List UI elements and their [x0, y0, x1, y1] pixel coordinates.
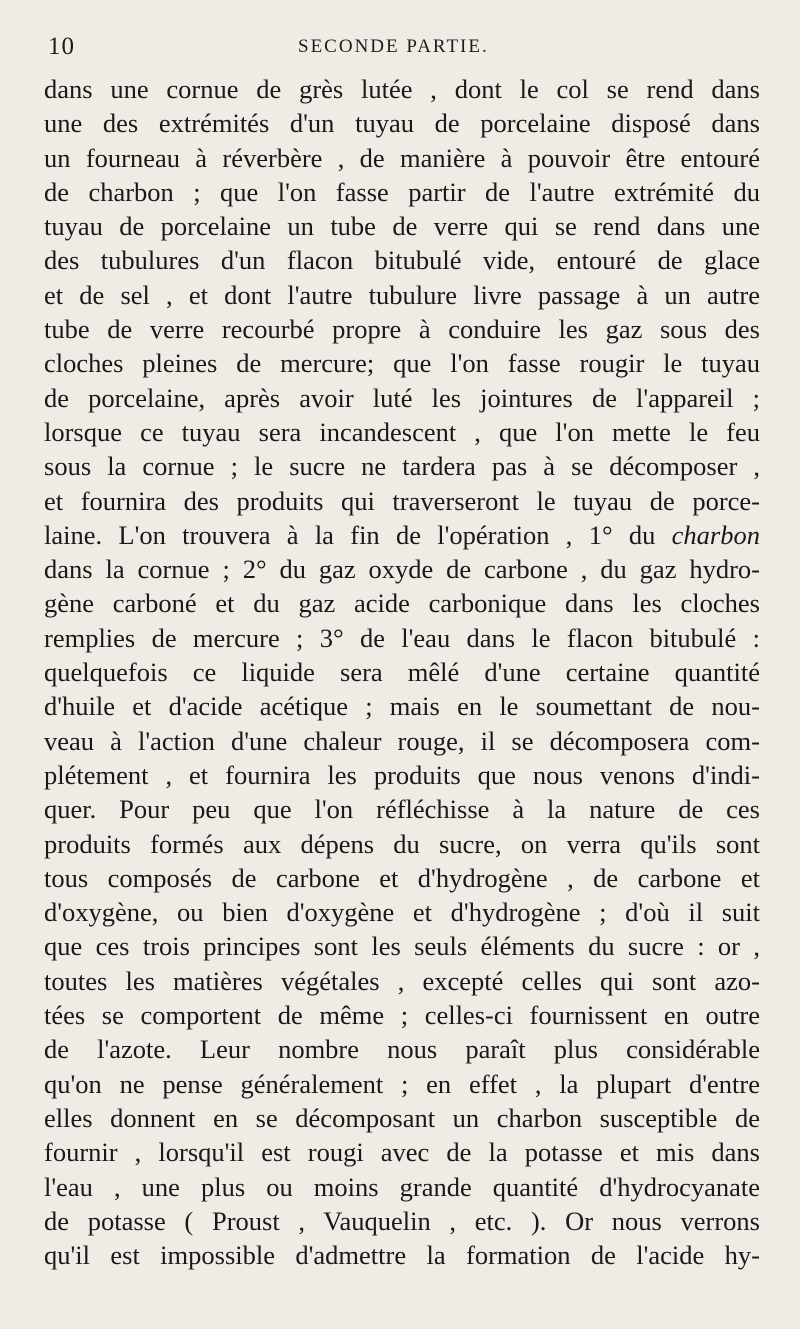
- text-line: dans une cornue de grès lutée , dont le col se rend dans: [44, 74, 760, 104]
- running-head: SECONDE PARTIE.: [298, 36, 489, 57]
- body-text: [44, 72, 760, 1272]
- page-number: 10: [48, 33, 75, 60]
- text-line: tuyau de porcelaine un tube de verre qui se rend dans une: [44, 211, 760, 242]
- text-line: d'oxygène, ou bien d'oxygène et d'hydrogène ; d'où il suit: [44, 897, 760, 928]
- text-line: produits formés aux dépens du sucre, on verra qu'ils sont: [44, 828, 760, 859]
- text-line: de potasse ( Proust , Vauquelin , etc. ). Or nous verrons: [44, 1205, 760, 1236]
- italic-word: charbon: [671, 519, 760, 550]
- text-line: de l'azote. Leur nombre nous paraît plus considérable: [44, 1034, 760, 1065]
- text-line: qu'on ne pense généralement ; en effet , la plupart d'entre: [44, 1068, 760, 1099]
- text-line: veau à l'action d'une chaleur rouge, il se décomposera com-: [44, 725, 760, 756]
- text-line: que ces trois principes sont les seuls éléments du sucre : or ,: [44, 931, 760, 962]
- text-line: lorsque ce tuyau sera incandescent , que l'on mette le feu: [44, 416, 760, 447]
- text-line: qu'il est impossible d'admettre la formation de l'acide hy-: [44, 1240, 760, 1271]
- text-line: remplies de mercure ; 3° de l'eau dans le flacon bitubulé :: [44, 622, 760, 653]
- text-line: gène carboné et du gaz acide carbonique dans les cloches: [44, 588, 760, 619]
- text-line: de charbon ; que l'on fasse partir de l'autre extrémité du: [44, 176, 760, 207]
- text-line: tées se comportent de même ; celles-ci fournissent en outre: [44, 1000, 760, 1031]
- text-line: elles donnent en se décomposant un charbon susceptible de: [44, 1102, 760, 1133]
- text-line: quelquefois ce liquide sera mêlé d'une certaine quantité: [44, 657, 760, 688]
- text-line: et de sel , et dont l'autre tubulure livre passage à un autre: [44, 279, 760, 310]
- text-line: et fournira des produits qui traverseront le tuyau de porce-: [44, 485, 760, 516]
- text-line: plétement , et fournira les produits que nous venons d'indi-: [44, 759, 760, 790]
- text-line: dans la cornue ; 2° du gaz oxyde de carbone , du gaz hydro-: [44, 554, 760, 585]
- text-line: toutes les matières végétales , excepté celles qui sont azo-: [44, 965, 760, 996]
- text-line: un fourneau à réverbère , de manière à pouvoir être entouré: [44, 142, 760, 173]
- text-line: une des extrémités d'un tuyau de porcelaine disposé dans: [44, 108, 760, 139]
- text-line: des tubulures d'un flacon bitubulé vide, entouré de glace: [44, 245, 760, 276]
- text-line: quer. Pour peu que l'on réfléchisse à la nature de ces: [44, 794, 760, 825]
- text-line: de porcelaine, après avoir luté les jointures de l'appareil ;: [44, 382, 760, 413]
- text-line: fournir , lorsqu'il est rougi avec de la potasse et mis dans: [44, 1137, 760, 1168]
- text-line: tous composés de carbone et d'hydrogène , de carbone et: [44, 862, 760, 893]
- text-line: cloches pleines de mercure; que l'on fasse rougir le tuyau: [44, 348, 760, 379]
- text-line: l'eau , une plus ou moins grande quantité d'hydrocyanate: [44, 1171, 760, 1202]
- text-line-with-italic: [44, 518, 760, 552]
- page-header: [40, 30, 760, 64]
- text-line: sous la cornue ; le sucre ne tardera pas à se décomposer ,: [44, 451, 760, 482]
- text-segment: laine. L'on trouvera à la fin de l'opération , 1° du: [44, 519, 656, 550]
- text-line: tube de verre recourbé propre à conduire les gaz sous des: [44, 314, 760, 345]
- text-line: d'huile et d'acide acétique ; mais en le soumettant de nou-: [44, 691, 760, 722]
